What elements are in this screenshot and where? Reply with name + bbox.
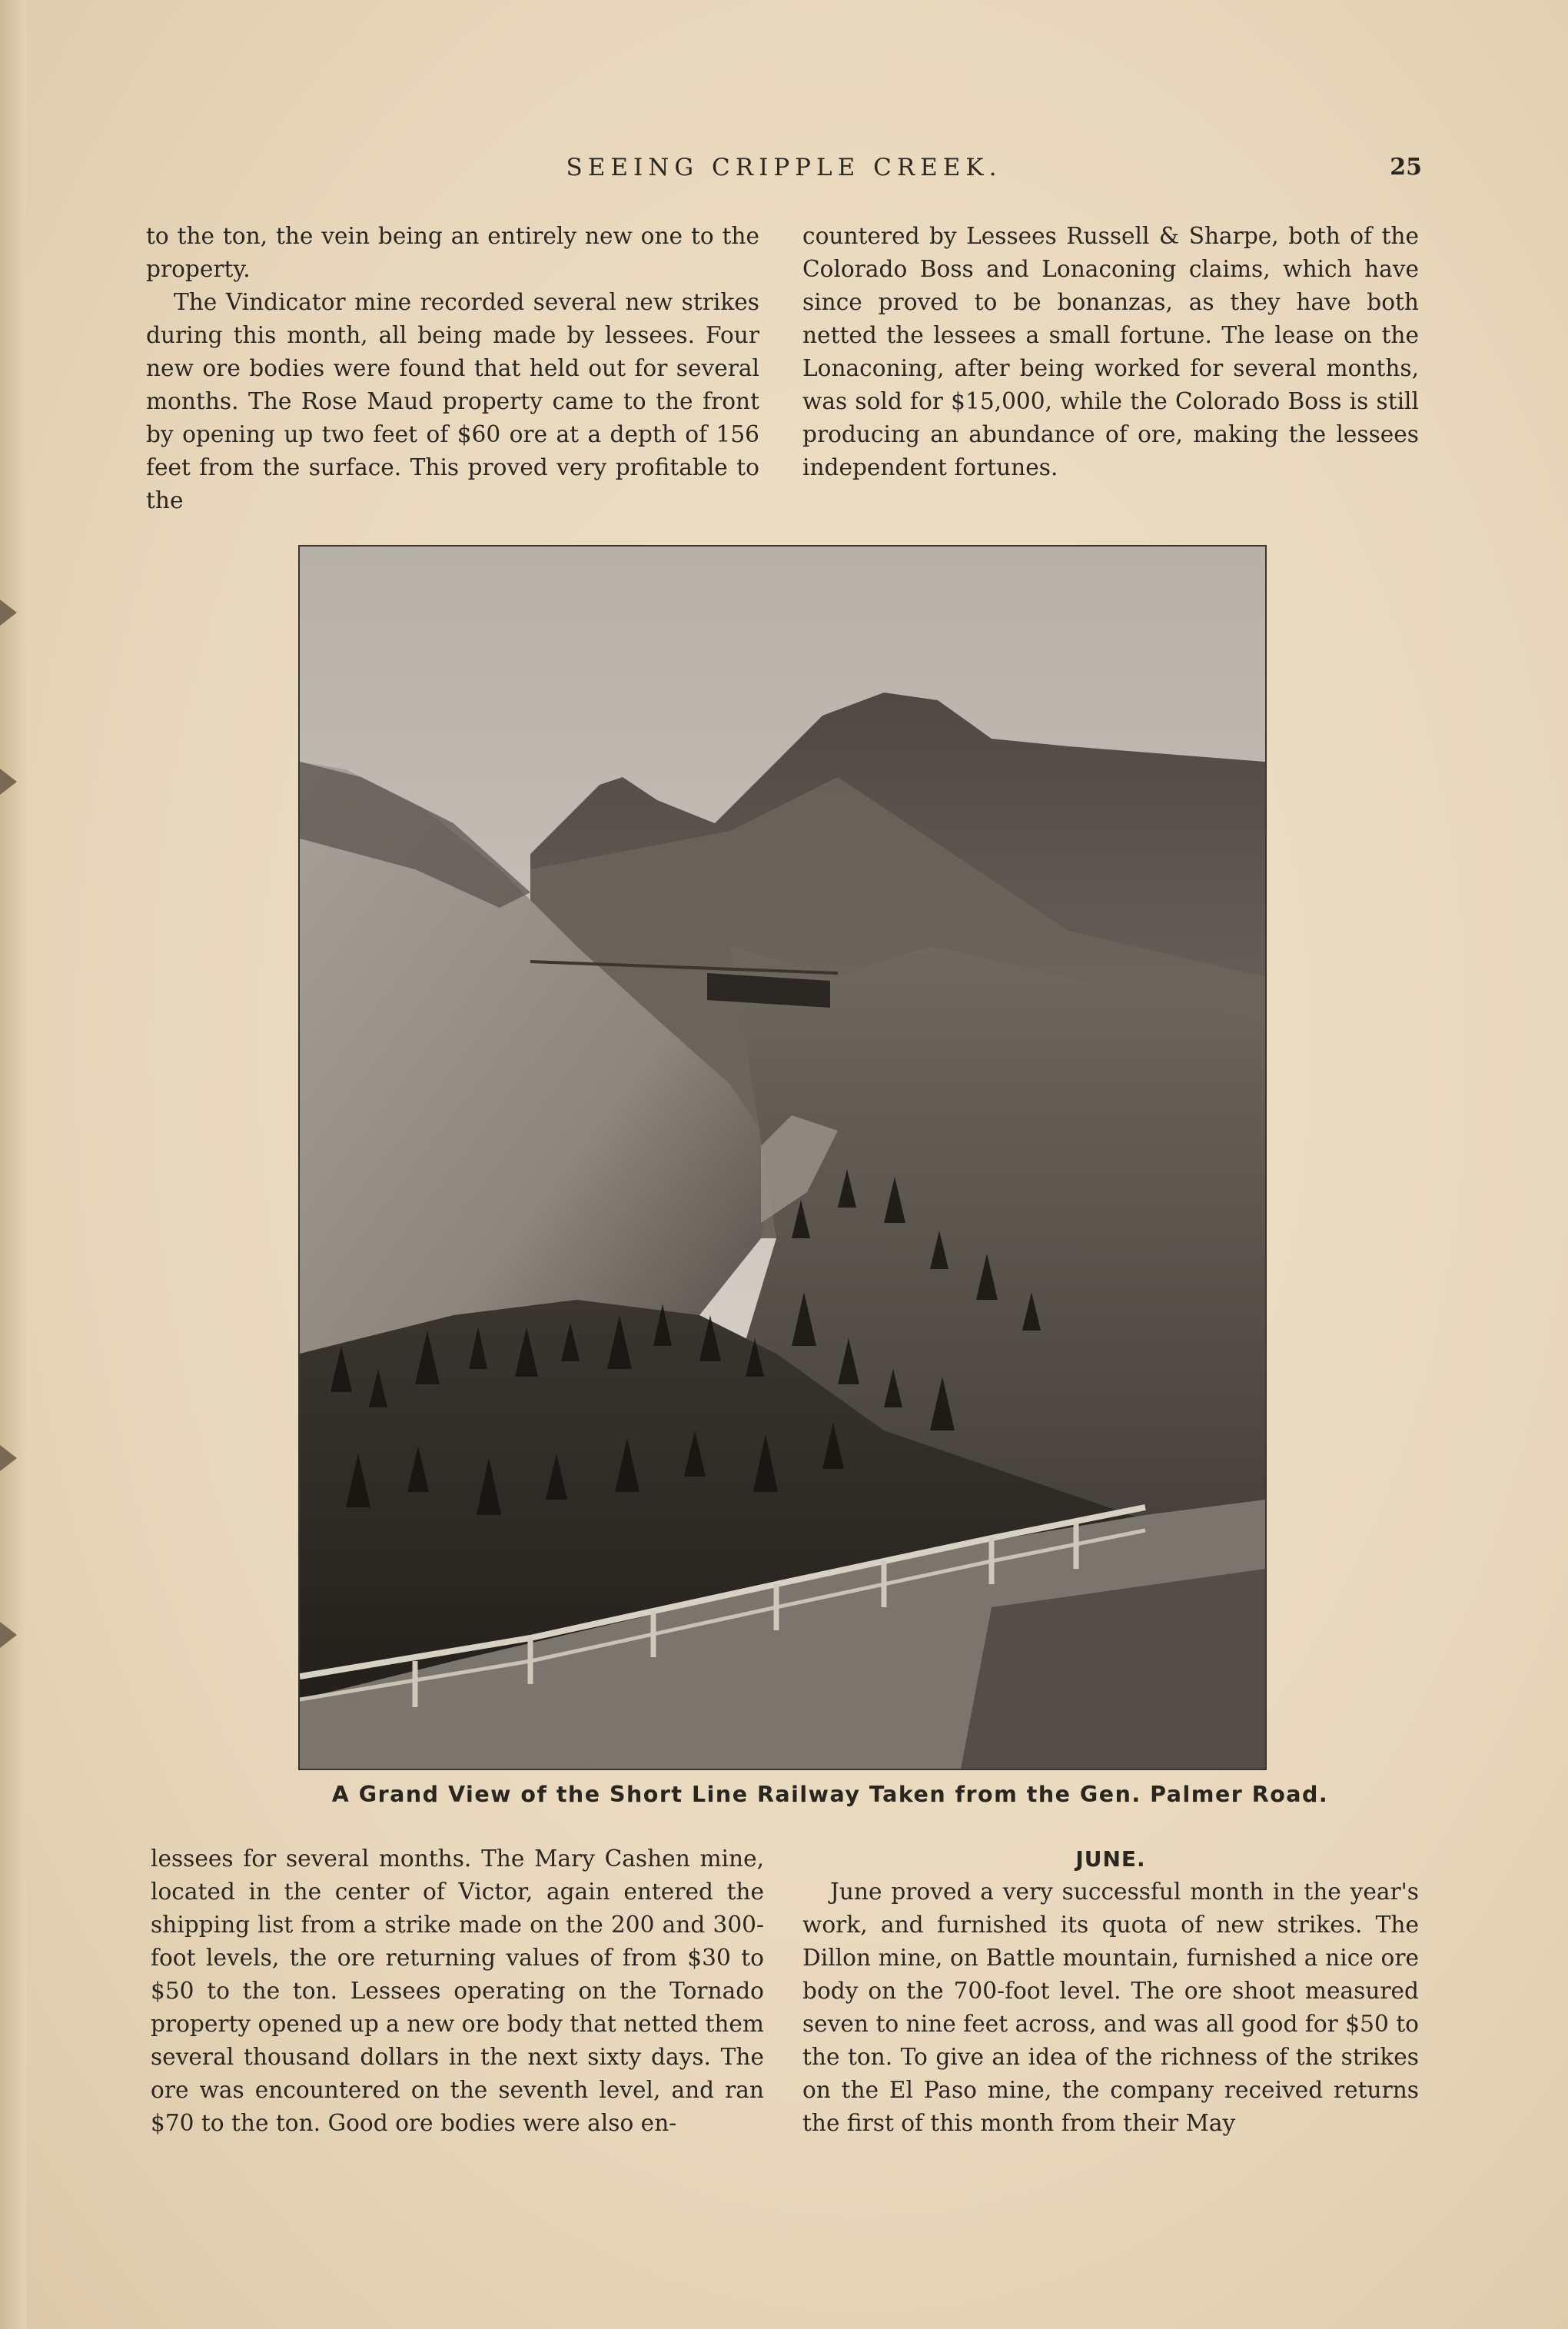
section-heading: JUNE. [1075,1846,1146,1872]
top-right-column [802,220,1419,484]
bottom-right-column [802,1842,1419,2140]
landscape-photograph [298,545,1267,1770]
top-left-column [146,220,759,517]
page-header [146,154,1422,184]
page-binding-edge [0,0,26,2329]
photo-caption: A Grand View of the Short Line Railway Taken from the Gen. Palmer Road. [331,1782,1329,1807]
paragraph: to the ton, the vein being an entirely new one to the property. [146,223,759,282]
bottom-left-column [151,1842,764,2140]
paragraph: June proved a very successful month in the year's work, and furnished its quota of new strikes. The Dillon mine, on Battle mountain, furnished a nice ore body on the 700-foot level. The ore shoot measured seven to nine feet across, and was all good for $50 to the ton. To give an idea of the richness of the strikes on the El Paso mine, the company received returns the first of this month from their May [802,1879,1419,2136]
paragraph: countered by Lessees Russell & Sharpe, both of the Colorado Boss and Lonaconing claims, which have since proved to be bonanzas, as they have both netted the lessees a small fortune. The lease on the Lonaconing, after being worked for several months, was sold for $15,000, while the Colorado Boss is still producing an abundance of ore, making the lessees independent fortunes. [802,223,1419,480]
page-number: 25 [1390,154,1422,181]
running-title: SEEING CRIPPLE CREEK. [566,154,1002,181]
paragraph: lessees for several months. The Mary Cashen mine, located in the center of Victor, again entered the shipping list from a strike made on the 200 and 300-foot levels, the ore returning values of from $30 to $50 to the ton. Lessees operating on the Tornado property opened up a new ore body that netted them several thousand dollars in the next sixty days. The ore was encountered on the seventh level, and ran $70 to the ton. Good ore bodies were also en- [151,1846,764,2136]
paragraph: The Vindicator mine recorded several new strikes during this month, all being made by lessees. Four new ore bodies were found that held out for several months. The Rose Maud property came to the front by opening up two feet of $60 ore at a depth of 156 feet from the surface. This proved very profitable to the [146,289,759,513]
